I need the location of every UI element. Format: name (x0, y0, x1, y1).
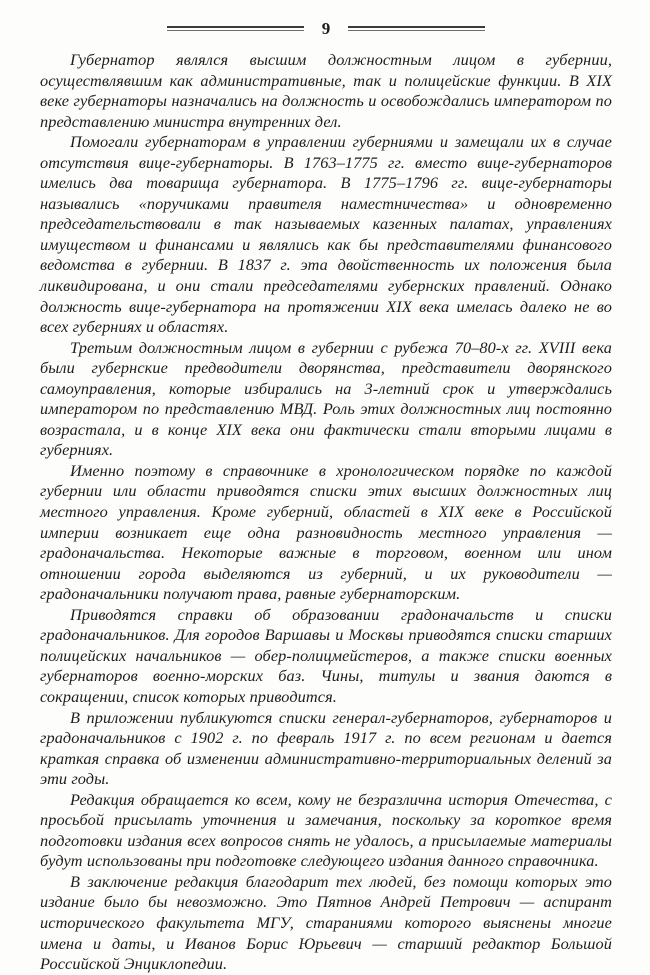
paragraph: Губернатор являлся высшим должностным лицом в губернии, осуществлявшим как административные, так и полицейские функции. В XIX веке губернаторы назначались на должность и освобождались императором по представлению министра внутренних дел. (40, 50, 612, 131)
paragraph: В приложении публикуются списки генерал-губернаторов, губернаторов и градоначальников с 1902 г. по февраль 1917 г. по всем регионам и дается краткая справка об изменении административно-территориальных делений за эти годы. (40, 707, 612, 789)
page-content (40, 50, 612, 975)
paragraph: Приводятся справки об образовании градоначальств и списки градоначальников. Для городов Варшавы и Москвы приводятся списки старших полицейских начальников — обер-полицмейстеров, а также списки военных губернаторов военно-морских баз. Чины, титулы и звания даются в сокращении, список которых приводится. (40, 604, 612, 706)
header-rule-right (348, 26, 485, 31)
paragraph: Помогали губернаторам в управлении губерниями и замещали их в случае отсутствия вице-губернаторы. В 1763–1775 гг. вместо вице-губернаторов имелись два товарища губернатора. В 1775–1796 гг. вице-губернаторы назывались «поручиками правителя наместничества» и одновременно председательствовали в так называемых казенных палатах, управлениях имуществом и финансами и являлись как бы представителями финансового ведомства в губернии. В 1837 г. эта двойственность их положения была ликвидирована, и они стали председателями губернских правлений. Однако должность вице-губернатора на протяжении XIX века имелась далеко не во всех губерниях и областях. (40, 132, 612, 337)
paragraph: В заключение редакция благодарит тех людей, без помощи которых это издание было бы невозможно. Это Пятнов Андрей Петрович — аспирант исторического факультета МГУ, стараниями которого выяснены многие имена и даты, и Иванов Борис Юрьевич — старший редактор Большой Российской Энциклопедии. (40, 871, 612, 974)
paragraph: Третьим должностным лицом в губернии с рубежа 70–80-х гг. XVIII века были губернские предводители дворянства, представители дворянского самоуправления, которые избирались на 3-летний срок и утверждались императором по представлению МВД. Роль этих должностных лиц постоянно возрастала, и в конце XIX века они фактически стали вторыми лицами в губерниях. (40, 337, 612, 460)
paragraph: Именно поэтому в справочнике в хронологическом порядке по каждой губернии или области приводятся списки этих высших должностных лиц местного управления. Кроме губерний, областей в XIX веке в Российской империи возникает еще одна разновидность местного управления — градоначальства. Некоторые важные в торговом, военном или ином отношении города выделяются из губерний, и их руководители — градоначальники получают права, равные губернаторским. (40, 460, 612, 604)
paragraph: Редакция обращается ко всем, кому не безразлична история Отечества, с просьбой присылать уточнения и замечания, поскольку за короткое время подготовки издания всех вопросов снять не удалось, а присылаемые материалы будут использованы при подготовке следующего издания данного справочника. (40, 789, 612, 871)
page-number: 9 (321, 18, 331, 38)
header-rule-left (167, 26, 304, 31)
page-header (40, 16, 612, 40)
